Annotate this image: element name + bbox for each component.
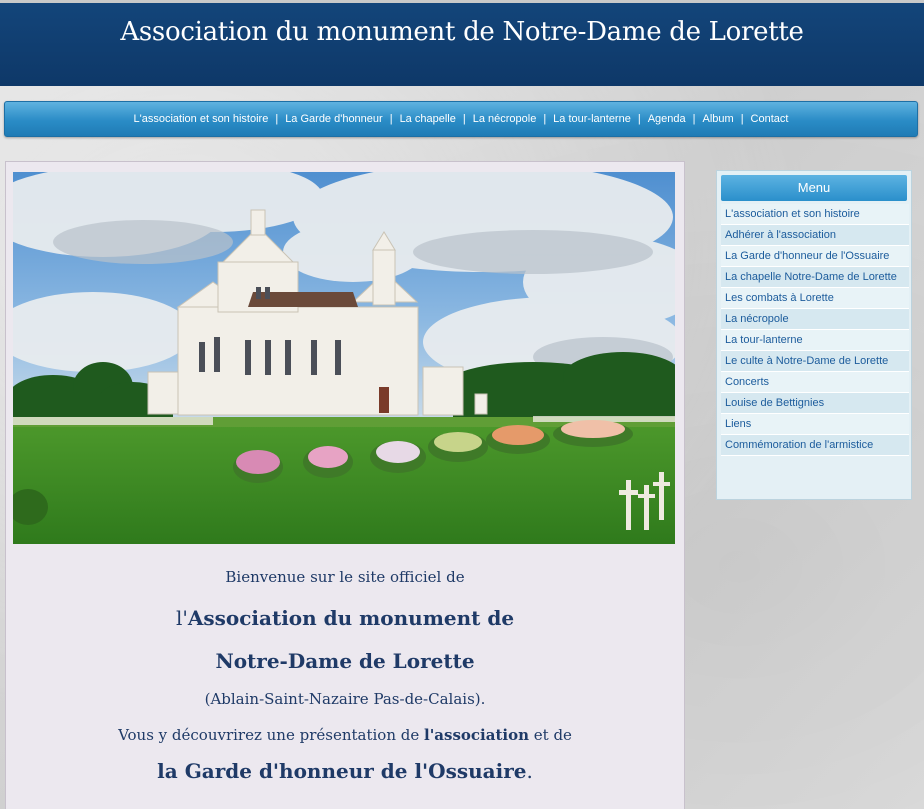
nav-separator: | [692,113,696,125]
nav-item-chapelle[interactable]: La chapelle [399,113,456,125]
text-fragment: . [526,759,533,783]
nav-separator: | [389,113,393,125]
main-content [5,161,685,809]
welcome-text [6,567,684,785]
menu-item-concerts[interactable]: Concerts [721,372,909,393]
text-fragment: Vous y découvrirez une présentation de [118,726,425,744]
menu-item-tour-lanterne[interactable]: La tour-lanterne [721,330,909,351]
menu-item-louise-bettignies[interactable]: Louise de Bettignies [721,393,909,414]
intro-line [6,725,684,745]
nav-item-tour-lanterne[interactable]: La tour-lanterne [553,113,631,125]
nav-item-garde-honneur[interactable]: La Garde d'honneur [285,113,383,125]
bold-fragment: Notre-Dame de Lorette [215,649,475,673]
bold-fragment: l'association [424,726,530,744]
garde-line [6,757,684,785]
menu-item-necropole[interactable]: La nécropole [721,309,909,330]
nav-item-agenda[interactable]: Agenda [647,113,686,125]
chapel-photo [13,172,675,544]
association-name-line [6,604,684,632]
welcome-line: Bienvenue sur le site officiel de [225,568,465,586]
bold-fragment: Association du monument de [187,606,515,630]
location-line: (Ablain-Saint-Nazaire Pas-de-Calais). [204,690,486,708]
nav-item-album[interactable]: Album [702,113,734,125]
nav-separator: | [462,113,466,125]
main-nav [4,101,918,137]
menu-item-garde-honneur[interactable]: La Garde d'honneur de l'Ossuaire [721,246,909,267]
menu-item-culte[interactable]: Le culte à Notre-Dame de Lorette [721,351,909,372]
nav-separator: | [543,113,547,125]
menu-item-commemoration[interactable]: Commémoration de l'armistice [721,435,909,456]
bold-fragment: la Garde d'honneur de l'Ossuaire [157,759,527,783]
menu-title: Menu [721,175,907,201]
association-name-line [6,647,684,675]
site-title: Association du monument de Notre-Dame de Lorette [120,17,804,47]
nav-separator: | [275,113,279,125]
nav-item-necropole[interactable]: La nécropole [472,113,537,125]
nav-item-association[interactable]: L'association et son histoire [133,113,269,125]
nav-item-contact[interactable]: Contact [750,113,789,125]
menu-item-association[interactable]: L'association et son histoire [721,204,909,225]
menu-item-adherer[interactable]: Adhérer à l'association [721,225,909,246]
text-fragment: l' [175,606,188,630]
menu-item-chapelle[interactable]: La chapelle Notre-Dame de Lorette [721,267,909,288]
site-header [0,0,924,86]
menu-item-liens[interactable]: Liens [721,414,909,435]
sidebar-menu [716,170,912,500]
nav-separator: | [637,113,641,125]
nav-separator: | [740,113,744,125]
menu-item-combats[interactable]: Les combats à Lorette [721,288,909,309]
menu-list [721,204,909,456]
text-fragment: et de [529,726,572,744]
